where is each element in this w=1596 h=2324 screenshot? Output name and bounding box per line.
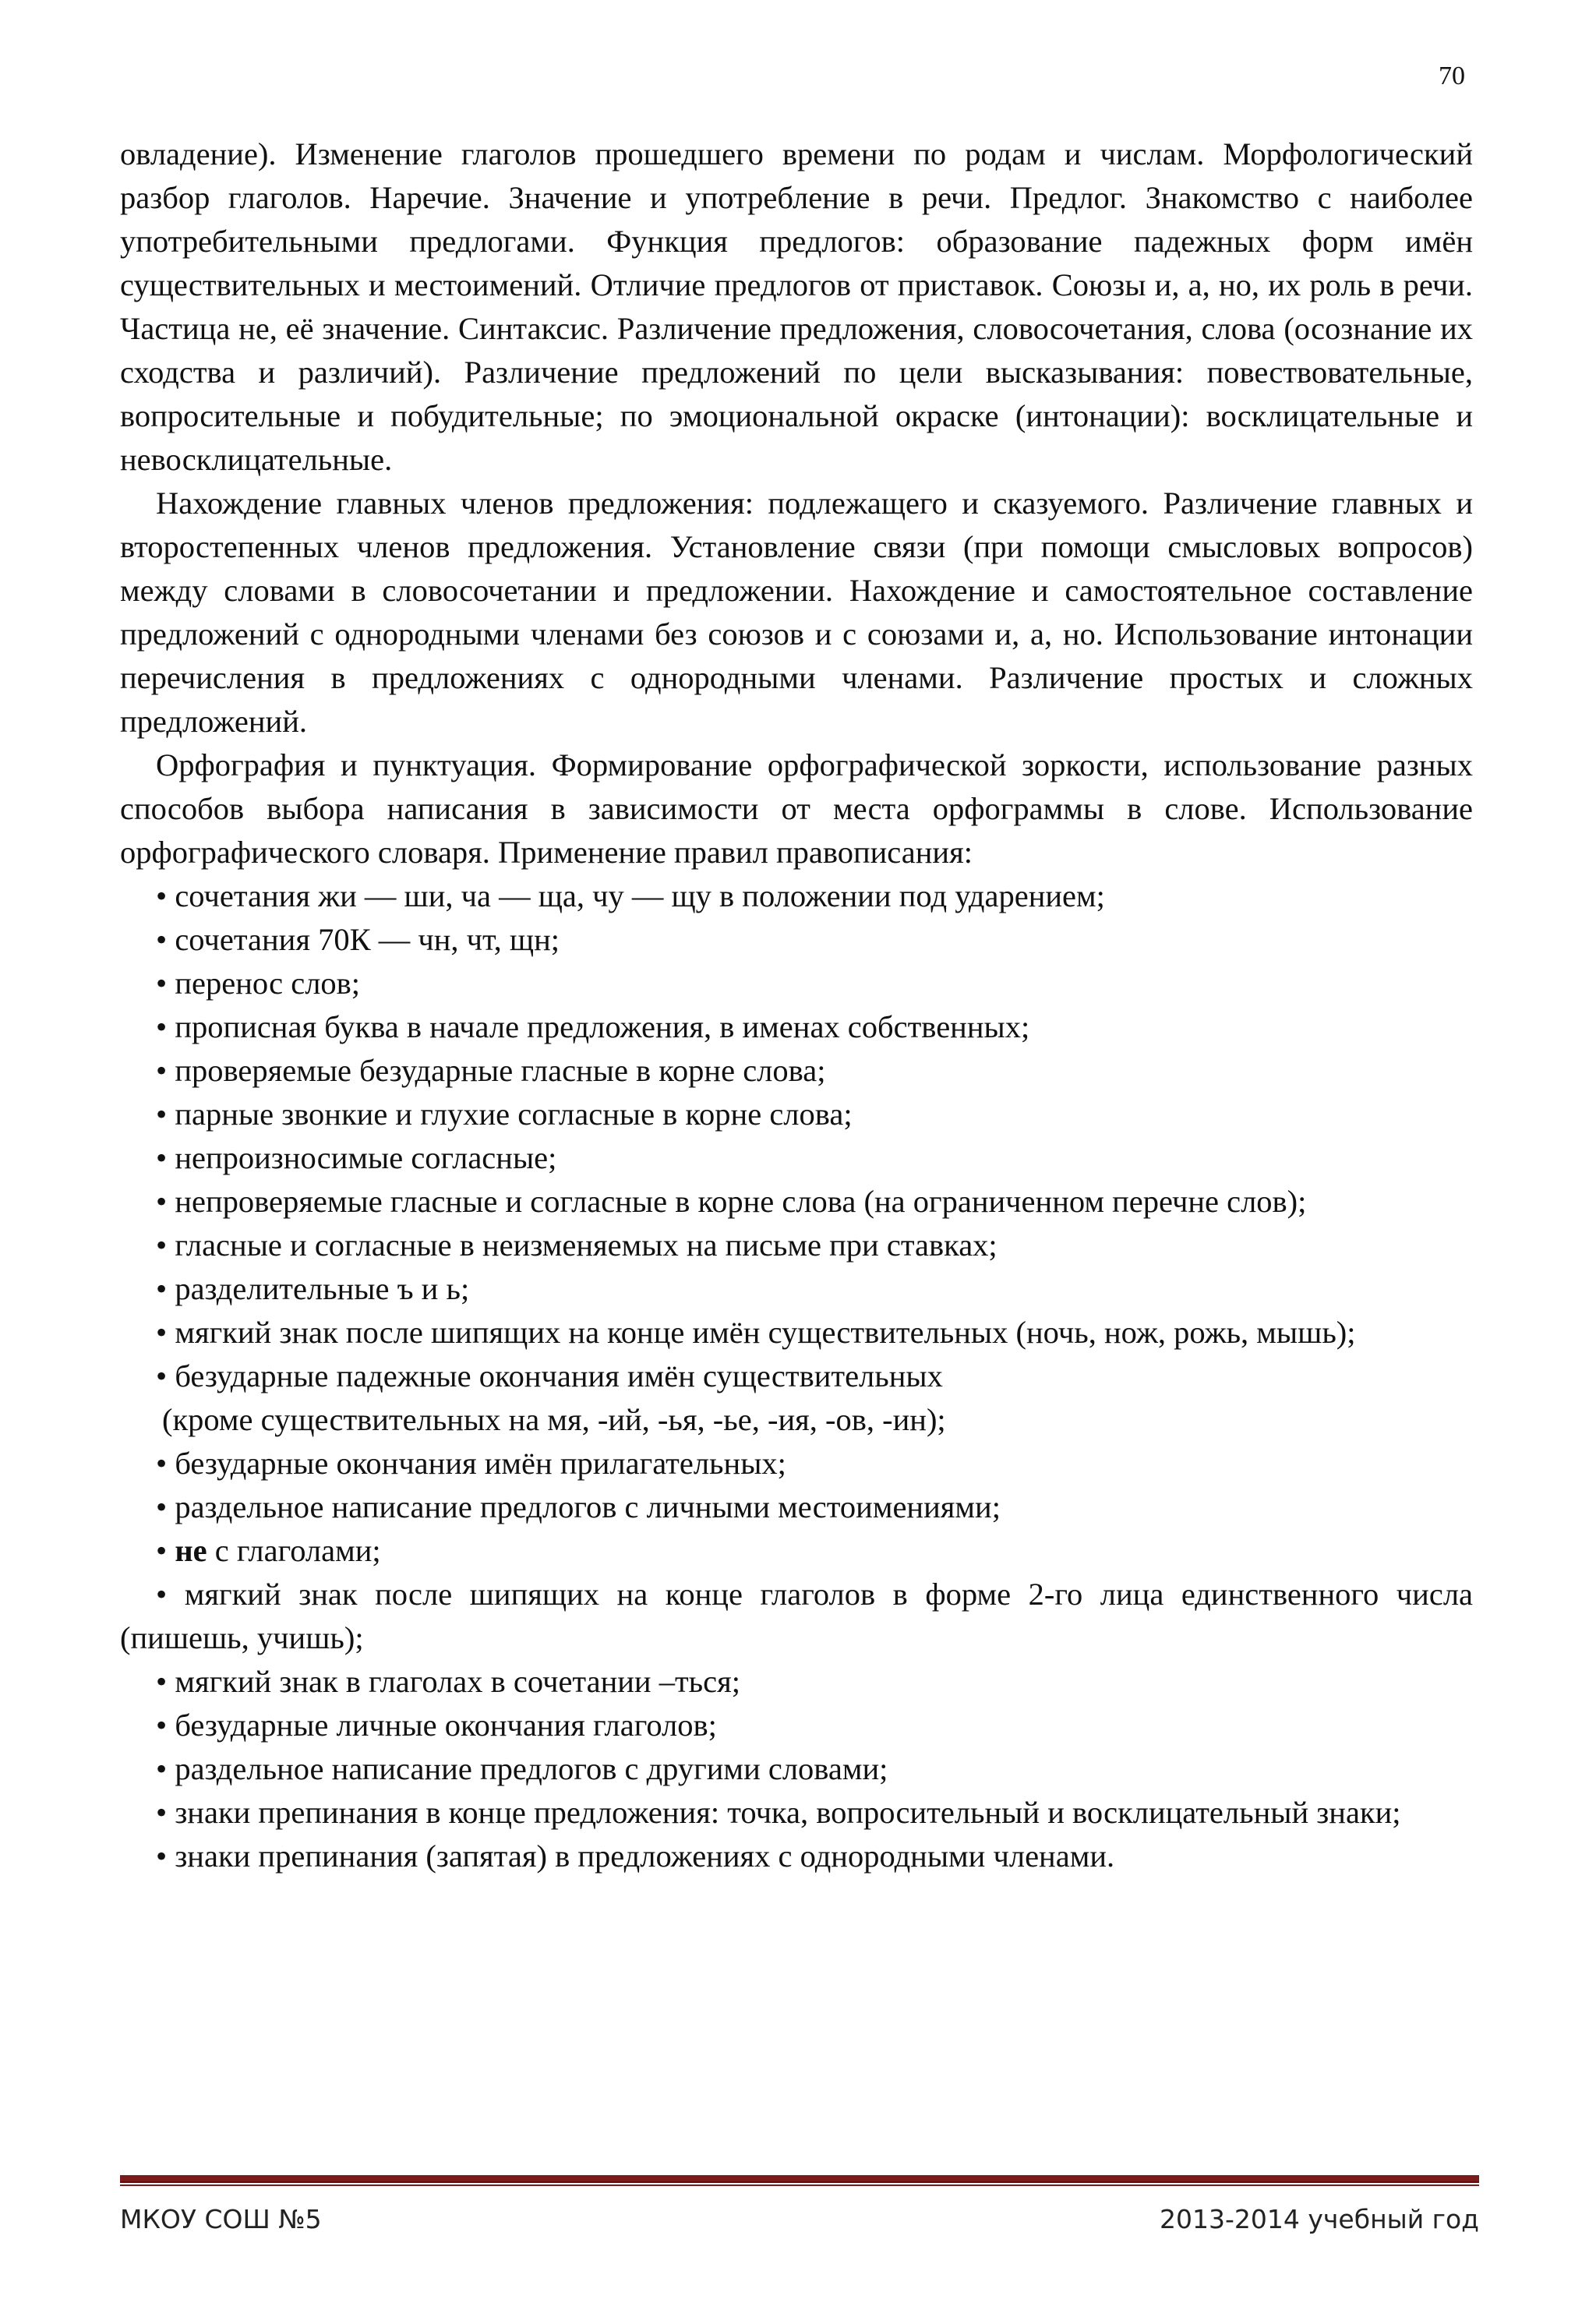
list-item xyxy=(120,1224,1473,1267)
bullet-mark: • xyxy=(156,1097,168,1132)
list-item xyxy=(120,1311,1473,1354)
list-item-text: гласные и согласные в неизменяемых на письме при ставках; xyxy=(175,1227,998,1263)
bullet-mark: • xyxy=(156,1838,168,1874)
list-item-text: с глаголами; xyxy=(207,1533,381,1568)
list-item-text: знаки препинания (запятая) в предложениях с однородными членами. xyxy=(175,1838,1115,1874)
list-item-text: сочетания жи — ши, ча — ща, чу — щу в положении под ударением; xyxy=(175,878,1105,913)
list-item xyxy=(120,1573,1473,1660)
list-item-text: мягкий знак после шипящих на конце глаголов в форме 2-го лица единственного числа (пишешь, учишь); xyxy=(120,1577,1474,1655)
list-item xyxy=(120,1791,1473,1835)
bullet-mark: • xyxy=(156,1533,168,1568)
bullet-mark: • xyxy=(156,1009,168,1044)
bullet-mark: • xyxy=(156,1708,168,1743)
bullet-mark: • xyxy=(156,1271,168,1306)
list-item-text: раздельное написание предлогов с другими словами; xyxy=(175,1751,888,1786)
bullet-mark: • xyxy=(156,1664,168,1699)
list-item-text: прописная буква в начале предложения, в именах собственных; xyxy=(175,1009,1030,1044)
bullet-mark: • xyxy=(156,1053,168,1088)
bullet-mark: • xyxy=(156,1751,168,1786)
bullet-mark: • xyxy=(156,1358,168,1393)
footer-divider-thin xyxy=(120,2184,1479,2186)
bullet-mark: • xyxy=(156,966,168,1001)
list-item-text: непроизносимые согласные; xyxy=(175,1140,557,1175)
bold-ne: не xyxy=(175,1533,207,1568)
list-item-continuation xyxy=(120,1398,1473,1442)
list-item xyxy=(120,962,1473,1005)
list-item-text: парные звонкие и глухие согласные в корне слова; xyxy=(175,1097,853,1132)
bullet-mark: • xyxy=(156,1140,168,1175)
paragraph-1: овладение). Изменение глаголов прошедшего времени по родам и числам. Морфологический разбор глаголов. Наречие. Значение и употребление в речи. Предлог. Знакомство с наиболее употребительными предлогами. Функция предлогов: образование падежных форм имён существительных и местоимений. Отличие предлогов от приставок. Союзы и, а, но, их роль в речи. Частица не, её значение. Синтаксис. Различение предложения, словосочетания, слова (осознание их сходства и различий). Различение предложений по цели высказывания: повествовательные, вопросительные и побудительные; по эмоциональной окраске (интонации): восклицательные и невосклицательные. xyxy=(120,136,1473,477)
list-item xyxy=(120,1485,1473,1529)
list-item xyxy=(120,1835,1473,1878)
footer-school-name: МКОУ СОШ №5 xyxy=(120,2204,322,2234)
list-item xyxy=(120,1005,1473,1049)
list-item-text: непроверяемые гласные и согласные в корне слова (на ограниченном перечне слов); xyxy=(175,1184,1307,1219)
bullet-mark: • xyxy=(156,1315,168,1350)
list-item xyxy=(120,1354,1473,1398)
bullet-mark: • xyxy=(156,922,168,957)
list-item xyxy=(120,1093,1473,1136)
list-item xyxy=(120,1136,1473,1180)
list-item xyxy=(120,918,1473,962)
bullet-mark: • xyxy=(156,1184,168,1219)
list-item-text: раздельное написание предлогов с личными местоимениями; xyxy=(175,1489,1001,1524)
page-number: 70 xyxy=(1439,62,1465,90)
footer-academic-year: 2013-2014 учебный год xyxy=(1160,2204,1479,2234)
list-item-text: разделительные ъ и ь; xyxy=(175,1271,470,1306)
list-item xyxy=(120,1180,1473,1224)
paragraph-3: Орфография и пунктуация. Формирование орфографической зоркости, использование разных способов выбора написания в зависимости от места орфограммы в слове. Использование орфографического словаря. Применение правил правописания: xyxy=(120,747,1473,870)
list-item-text: знаки препинания в конце предложения: точка, вопросительный и восклицательный знаки; xyxy=(175,1795,1401,1830)
list-item xyxy=(120,1442,1473,1485)
bullet-mark: • xyxy=(156,1795,168,1830)
list-item xyxy=(120,1704,1473,1747)
bullet-mark: • xyxy=(156,878,168,913)
list-item-text: безударные окончания имён прилагательных; xyxy=(175,1446,786,1481)
list-item xyxy=(120,1049,1473,1093)
footer-divider xyxy=(120,2175,1479,2183)
list-item-text: проверяемые безударные гласные в корне слова; xyxy=(175,1053,826,1088)
list-item-text: мягкий знак после шипящих на конце имён существительных (ночь, нож, рожь, мышь); xyxy=(175,1315,1356,1350)
list-item-text: мягкий знак в глаголах в сочетании –ться; xyxy=(175,1664,741,1699)
list-item xyxy=(120,1747,1473,1791)
list-item-text: (кроме существительных на мя, -ий, -ья, -ье, -ия, -ов, -ин); xyxy=(162,1402,946,1437)
paragraph-2: Нахождение главных членов предложения: подлежащего и сказуемого. Различение главных и второстепенных членов предложения. Установление связи (при помощи смысловых вопросов) между словами в словосочетании и предложении. Нахождение и самостоятельное составление предложений с однородными членами без союзов и с союзами и, а, но. Использование интонации перечисления в предложениях с однородными членами. Различение простых и сложных предложений. xyxy=(120,486,1473,739)
list-item-text: безударные личные окончания глаголов; xyxy=(175,1708,717,1743)
bullet-mark: • xyxy=(156,1489,168,1524)
body-text xyxy=(120,132,1473,1878)
list-item xyxy=(120,1267,1473,1311)
spelling-rules-list xyxy=(120,874,1473,1878)
list-item xyxy=(120,1529,1473,1573)
list-item-text: безударные падежные окончания имён существительных xyxy=(175,1358,943,1393)
list-item xyxy=(120,874,1473,918)
list-item xyxy=(120,1660,1473,1704)
list-item-text: сочетания 70К — чн, чт, щн; xyxy=(175,922,560,957)
bullet-mark: • xyxy=(156,1446,168,1481)
bullet-mark: • xyxy=(156,1577,168,1612)
list-item-text: перенос слов; xyxy=(175,966,361,1001)
bullet-mark: • xyxy=(156,1227,168,1263)
